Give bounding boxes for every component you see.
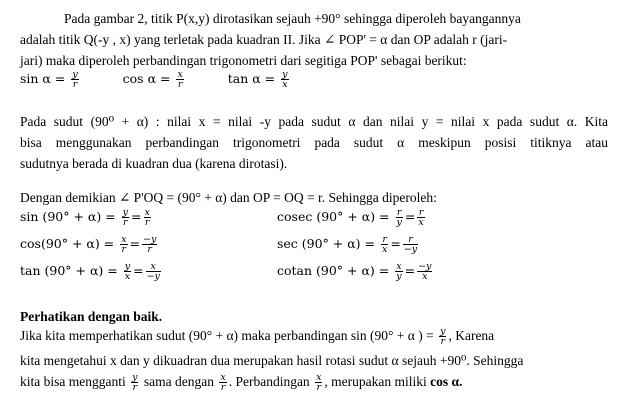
p3-line-1: Dengan demikian ∠ P'OQ = (90° + α) dan OP = OQ = r. Sehingga diperoleh: xyxy=(20,190,437,205)
section-heading: Perhatikan dengan baik. xyxy=(20,309,163,324)
cos-formula: cos α = $\frac{x}{r}$ xyxy=(122,69,183,90)
p2-line-3: sudutnya berada di kuadran dua (karena dirotasi). xyxy=(20,156,288,171)
sin-formula: sin α = $\frac{y}{r}$ xyxy=(20,69,78,90)
p2-line-2: bisa menggunakan perbandingan trigonometri pada sudut α meskipun posisi titiknya atau xyxy=(20,135,608,150)
tan-formula: tan α = $\frac{y}{x}$ xyxy=(227,69,288,90)
formula-sec-90: sec (90° + α) = $\frac{r}{x}$ = $\frac{r}{-y}$ xyxy=(277,234,418,255)
formula-sin-90: sin (90° + α) = $\frac{y}{r}$ = $\frac{x}{r}$ xyxy=(20,207,150,228)
formula-cosec-90: cosec (90° + α) = $\frac{r}{y}$ = $\frac{r}{x}$ xyxy=(277,207,424,228)
formula-cotan-90: cotan (90° + α) = $\frac{x}{y}$ = $\frac{-y}{x}$ xyxy=(277,261,432,282)
p4-line-2: kita mengetahui x dan y dikuadran dua merupakan hasil rotasi sudut α sejauh +90⁰. Sehingga xyxy=(20,353,524,368)
formula-tan-90: tan (90° + α) = $\frac{y}{x}$ = $\frac{x}{-y}$ xyxy=(20,261,160,282)
p1-line-2: adalah titik Q(-y , x) yang terletak pada kuadran II. Jika ∠ POP' = α dan OP adalah r (jari- xyxy=(20,32,508,47)
basic-ratios-line xyxy=(20,70,291,89)
formula-cos-90: cos(90° + α) = $\frac{x}{r}$ = $\frac{-y}{r}$ xyxy=(20,234,157,255)
p4-line-3: kita bisa mengganti $\frac{y}{r}$ sama dengan $\frac{x}{r}$ . Perbandingan $\frac{x}{r}$ , merupakan miliki cos α. xyxy=(20,372,463,394)
p2-line-1: Pada sudut (90⁰ + α) : nilai x = nilai -y pada sudut α dan nilai y = nilai x pada sudut α. Kita xyxy=(20,114,608,129)
p4-line-1: Jika kita memperhatikan sudut (90° + α) maka perbandingan sin (90° + α ) = $\frac{y}{r}$ , Karena xyxy=(20,326,495,348)
p1-line-3: jari) maka diperoleh perbandingan trigonometri dari segitiga POP' sebagai berikut: xyxy=(20,53,467,68)
p1-line-1: Pada gambar 2, titik P(x,y) dirotasikan sejauh +90° sehingga diperoleh bayangannya xyxy=(64,11,521,26)
